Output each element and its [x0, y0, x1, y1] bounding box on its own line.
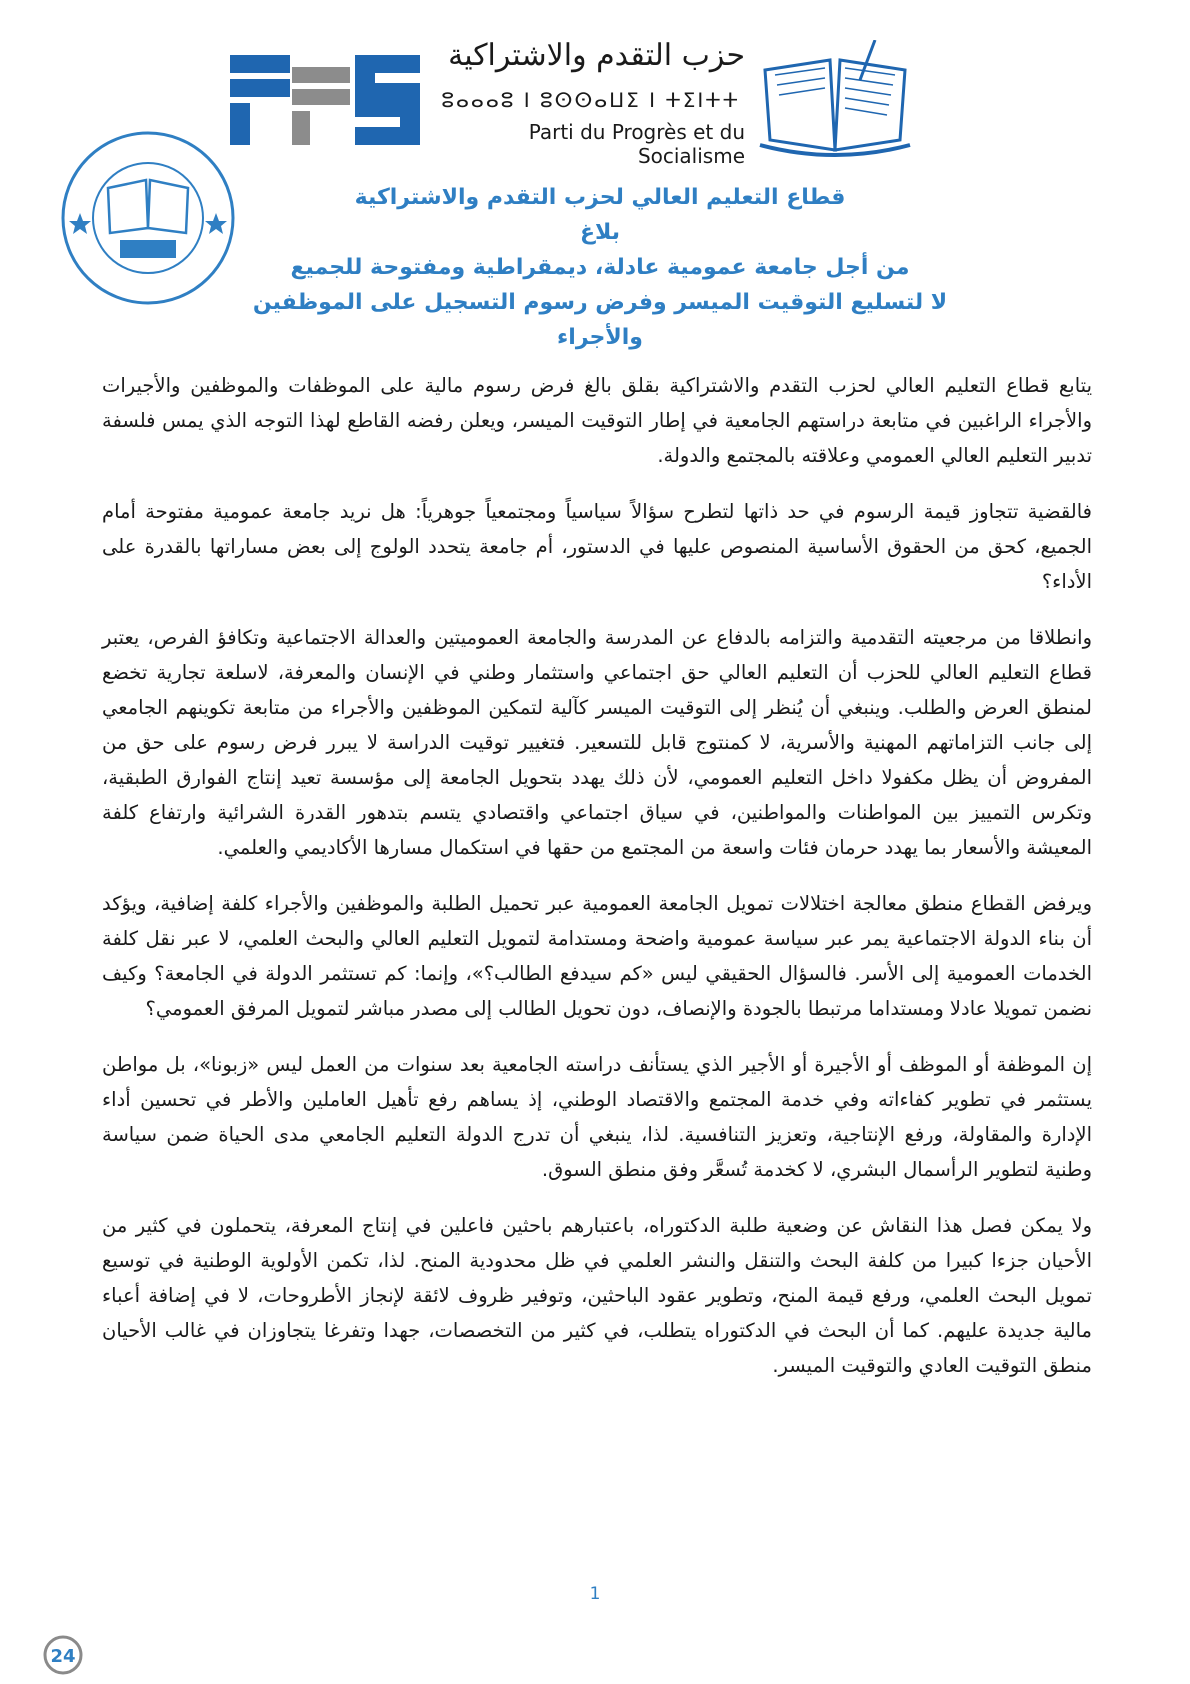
brand-name-tifinagh: ⵓⴰⴰⴰⵓ ⵏ ⵓⵙⵙⴰⵡⵉ ⵏ ⵜⵉⵏⵜⵜ	[441, 88, 740, 112]
watermark-number: 24	[50, 1646, 76, 1667]
title-line-sector: قطاع التعليم العالي لحزب التقدم والاشتراكية	[354, 185, 846, 210]
pps-logo	[230, 55, 420, 145]
paragraph: يتابع قطاع التعليم العالي لحزب التقدم والاشتراكية بقلق بالغ فرض رسوم مالية على الموظفات والموظفين والأجيرات والأجراء الراغبين في متابعة دراستهم الجامعية في إطار التوقيت الميسر، ويعلن رفضه القاطع لهذا التوجه الذي يمس فلسفة تدبير التعليم العالي العمومي وعلاقته بالمجتمع والدولة.	[102, 374, 1092, 467]
site-watermark	[8, 1630, 138, 1680]
title-line-demand: لا لتسليع التوقيت الميسر وفرض رسوم التسجيل على الموظفين والأجراء	[252, 290, 948, 350]
party-seal	[58, 128, 238, 308]
paragraph: ويرفض القطاع منطق معالجة اختلالات تمويل الجامعة العمومية عبر تحميل الطلبة والموظفين والأجراء كلفة إضافية، ويؤكد أن بناء الدولة الاجتماعية يمر عبر سياسة عمومية واضحة ومستدامة لتمويل التعليم العالي والبحث العلمي، لا عبر نقل كلفة الخدمات العمومية إلى الأسر. فالسؤال الحقيقي ليس «كم سيدفع الطالب؟»، وإنما: كم تستثمر الدولة في الجامعة؟ وكيف نضمن تمويلا عادلا ومستداما مرتبطا بالجودة والإنصاف، دون تحويل الطالب إلى مصدر مباشر لتمويل المرفق العمومي؟	[102, 892, 1092, 1020]
page-number: 1	[589, 1584, 601, 1604]
letterhead	[0, 0, 1190, 350]
title-line-communique: بلاغ	[580, 220, 620, 245]
brand-name-french: Parti du Progrès et du Socialisme	[528, 120, 745, 168]
paragraph: ولا يمكن فصل هذا النقاش عن وضعية طلبة الدكتوراه، باعتبارهم باحثين فاعلين في إنتاج المعرفة، يتحملون في كثير من الأحيان جزءا كبيرا من كلفة البحث والتنقل والنشر العلمي في ظل محدودية المنح. لذا، تكمن الأولوية الوطنية في توسيع تمويل البحث العلمي، ورفع قيمة المنح، وتطوير عقود الباحثين، وتوفير ظروف لائقة لإنجاز الأطروحات، لا في إضافة أعباء مالية جديدة عليهم. كما أن البحث في الدكتوراه يتطلب، في كثير من التخصصات، جهدا وتفرغا يتجاوزان في غالب الأحيان منطق التوقيت العادي والتوقيت الميسر.	[102, 1214, 1092, 1377]
paragraph: إن الموظفة أو الموظف أو الأجيرة أو الأجير الذي يستأنف دراسته الجامعية بعد سنوات من العمل ليس «زبونا»، بل مواطن يستثمر في تطوير كفاءاته وفي خدمة المجتمع والاقتصاد الوطني، إذ يساهم رفع تأهيل العاملين والأطر في تحسين أداء الإدارة والمقاولة، ورفع الإنتاجية، وتعزيز التنافسية. لذا، ينبغي أن تدرج الدولة التعليم الجامعي مدى الحياة ضمن سياسة وطنية لتطوير الرأسمال البشري، لا كخدمة تُسعَّر وفق منطق السوق.	[102, 1053, 1092, 1181]
brand-name-arabic: حزب التقدم والاشتراكية	[448, 38, 745, 73]
title-line-slogan: من أجل جامعة عمومية عادلة، ديمقراطية ومفتوحة للجميع	[290, 255, 910, 280]
watermark-logo-icon	[8, 1630, 138, 1680]
paragraph: وانطلاقا من مرجعيته التقدمية والتزامه بالدفاع عن المدرسة والجامعة العموميتين والعدالة الاجتماعية وتكافؤ الفرص، يعتبر قطاع التعليم العالي للحزب أن التعليم العالي حق اجتماعي واستثمار وطني في الإنسان والمعرفة، لاسلعة تجارية تخضع لمنطق العرض والطلب. وينبغي أن يُنظر إلى التوقيت الميسر كآلية لتمكين الموظفين والأجراء من متابعة تكوينهم الجامعي إلى جانب التزاماتهم المهنية والأسرية، لا كمنتوج قابل للتسعير. فتغيير توقيت الدراسة لا يبرر فرض رسوم على حق من المفروض أن يظل مكفولا داخل التعليم العمومي، لأن ذلك يهدد بتحويل الجامعة إلى مؤسسة تعيد إنتاج الفوارق الطبقية، وتكرس التمييز بين المواطنات والمواطنين، في سياق اجتماعي واقتصادي يتسم بتدهور القدرة الشرائية وارتفاع كلفة المعيشة والأسعار بما يهدد حرمان فئات واسعة من المجتمع من حقها في استكمال مسارها الأكاديمي والعلمي.	[102, 626, 1092, 859]
communique-title	[250, 180, 950, 355]
paragraph: فالقضية تتجاوز قيمة الرسوم في حد ذاتها لتطرح سؤالاً سياسياً ومجتمعياً جوهرياً: هل نريد جامعة عمومية مفتوحة أمام الجميع، كحق من الحقوق الأساسية المنصوص عليها في الدستور، أم جامعة يتحدد الولوج إلى بعض مساراتها بالقدرة على الأداء؟	[102, 500, 1092, 593]
open-book-logo	[755, 40, 915, 160]
communique-body	[102, 368, 1092, 1404]
